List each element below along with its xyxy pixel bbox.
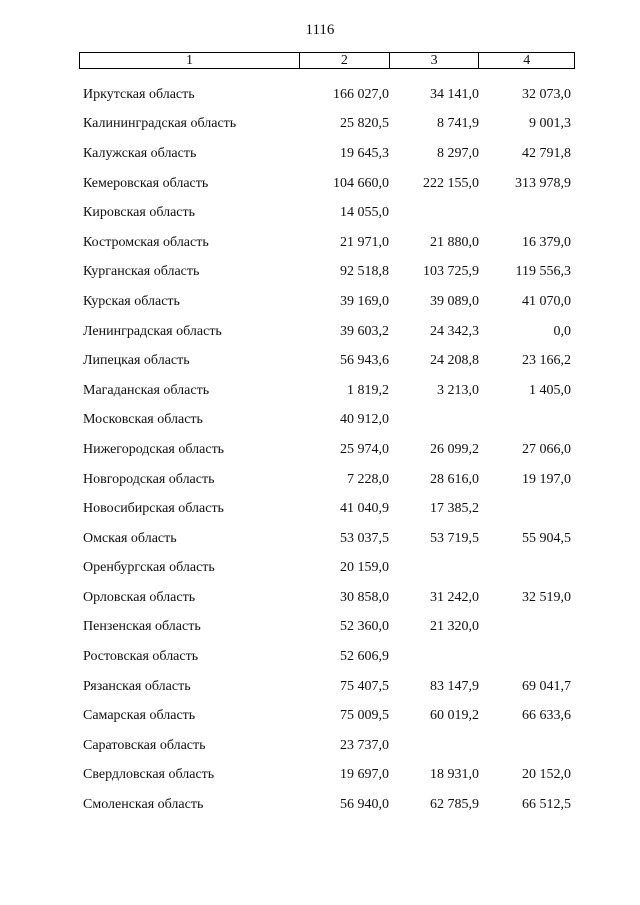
region-name: Иркутская область <box>83 86 195 102</box>
value-column-2: 25 974,0 <box>340 441 389 457</box>
page-number: 1116 <box>305 22 335 38</box>
value-column-4: 16 379,0 <box>522 234 571 250</box>
region-name: Рязанская область <box>83 678 191 694</box>
value-column-2: 25 820,5 <box>340 116 389 132</box>
table-row <box>79 376 575 406</box>
region-name: Московская область <box>83 412 203 428</box>
region-name: Липецкая область <box>83 353 190 369</box>
table-row <box>79 731 575 761</box>
value-column-2: 40 912,0 <box>340 412 389 428</box>
table-row <box>79 317 575 347</box>
value-column-2: 7 228,0 <box>347 471 389 487</box>
value-column-4: 9 001,3 <box>529 116 571 132</box>
region-name: Пензенская область <box>83 619 201 635</box>
region-name: Новосибирская область <box>83 501 224 517</box>
value-column-2: 56 940,0 <box>340 797 389 813</box>
region-name: Курганская область <box>83 264 200 280</box>
value-column-2: 21 971,0 <box>340 234 389 250</box>
region-name: Калужская область <box>83 145 197 161</box>
value-column-2: 56 943,6 <box>340 353 389 369</box>
table-row <box>79 583 575 613</box>
value-column-3: 222 155,0 <box>423 175 479 191</box>
table-row <box>79 465 575 495</box>
region-name: Магаданская область <box>83 382 210 398</box>
region-name: Калининградская область <box>83 116 237 132</box>
region-name: Ростовская область <box>83 649 199 665</box>
table-row <box>79 524 575 554</box>
value-column-2: 92 518,8 <box>340 264 389 280</box>
value-column-2: 39 169,0 <box>340 293 389 309</box>
value-column-2: 1 819,2 <box>347 382 389 398</box>
region-name: Новгородская область <box>83 471 215 487</box>
value-column-4: 313 978,9 <box>515 175 571 191</box>
value-column-3: 28 616,0 <box>430 471 479 487</box>
value-column-3: 83 147,9 <box>430 678 479 694</box>
region-name: Курская область <box>83 293 180 309</box>
column-header-4: 4 <box>478 53 574 68</box>
value-column-2: 20 159,0 <box>340 560 389 576</box>
region-name: Оренбургская область <box>83 560 215 576</box>
value-column-3: 34 141,0 <box>430 86 479 102</box>
table-row <box>79 139 575 169</box>
value-column-3: 21 320,0 <box>430 619 479 635</box>
column-header-1: 1 <box>186 53 194 68</box>
value-column-4: 69 041,7 <box>522 678 571 694</box>
value-column-3: 31 242,0 <box>430 589 479 605</box>
value-column-4: 23 166,2 <box>522 353 571 369</box>
region-name: Костромская область <box>83 234 209 250</box>
table-row <box>79 110 575 140</box>
value-column-2: 39 603,2 <box>340 323 389 339</box>
table-row <box>79 790 575 820</box>
value-column-2: 104 660,0 <box>333 175 389 191</box>
table-row <box>79 494 575 524</box>
region-name: Орловская область <box>83 589 196 605</box>
value-column-4: 42 791,8 <box>522 145 571 161</box>
value-column-4: 55 904,5 <box>522 530 571 546</box>
table-row <box>79 346 575 376</box>
value-column-3: 3 213,0 <box>437 382 479 398</box>
value-column-3: 62 785,9 <box>430 797 479 813</box>
value-column-4: 66 512,5 <box>522 797 571 813</box>
value-column-4: 19 197,0 <box>522 471 571 487</box>
table-row <box>79 228 575 258</box>
table-row <box>79 287 575 317</box>
value-column-2: 53 037,5 <box>340 530 389 546</box>
table-body <box>79 80 575 820</box>
region-name: Кировская область <box>83 205 196 221</box>
region-name: Смоленская область <box>83 797 204 813</box>
value-column-3: 8 297,0 <box>437 145 479 161</box>
value-column-3: 39 089,0 <box>430 293 479 309</box>
region-name: Омская область <box>83 530 177 546</box>
value-column-4: 1 405,0 <box>529 382 571 398</box>
value-column-4: 119 556,3 <box>515 264 571 280</box>
table-row <box>79 554 575 584</box>
value-column-2: 19 697,0 <box>340 767 389 783</box>
region-name: Ленинградская область <box>83 323 222 339</box>
value-column-3: 53 719,5 <box>430 530 479 546</box>
region-name: Самарская область <box>83 708 196 724</box>
value-column-3: 24 208,8 <box>430 353 479 369</box>
table-row <box>79 642 575 672</box>
table-row <box>79 613 575 643</box>
value-column-3: 26 099,2 <box>430 441 479 457</box>
value-column-3: 17 385,2 <box>430 501 479 517</box>
table-row <box>79 761 575 791</box>
table-row <box>79 198 575 228</box>
table-row <box>79 672 575 702</box>
value-column-2: 52 606,9 <box>340 649 389 665</box>
value-column-2: 75 009,5 <box>340 708 389 724</box>
value-column-2: 41 040,9 <box>340 501 389 517</box>
value-column-2: 75 407,5 <box>340 678 389 694</box>
value-column-4: 66 633,6 <box>522 708 571 724</box>
table-row <box>79 406 575 436</box>
table-row <box>79 258 575 288</box>
table-row <box>79 701 575 731</box>
region-name: Нижегородская область <box>83 441 225 457</box>
region-name: Саратовская область <box>83 737 206 753</box>
table-row <box>79 435 575 465</box>
value-column-3: 60 019,2 <box>430 708 479 724</box>
value-column-4: 27 066,0 <box>522 441 571 457</box>
value-column-2: 23 737,0 <box>340 737 389 753</box>
region-name: Свердловская область <box>83 767 215 783</box>
value-column-4: 41 070,0 <box>522 293 571 309</box>
table-row <box>79 80 575 110</box>
value-column-3: 24 342,3 <box>430 323 479 339</box>
value-column-3: 103 725,9 <box>423 264 479 280</box>
table-header <box>79 52 575 69</box>
value-column-3: 18 931,0 <box>430 767 479 783</box>
value-column-3: 8 741,9 <box>437 116 479 132</box>
value-column-2: 30 858,0 <box>340 589 389 605</box>
value-column-2: 19 645,3 <box>340 145 389 161</box>
value-column-4: 32 519,0 <box>522 589 571 605</box>
region-name: Кемеровская область <box>83 175 209 191</box>
value-column-4: 32 073,0 <box>522 86 571 102</box>
value-column-4: 0,0 <box>553 323 571 339</box>
column-header-2: 2 <box>299 53 389 68</box>
value-column-2: 52 360,0 <box>340 619 389 635</box>
value-column-3: 21 880,0 <box>430 234 479 250</box>
column-header-3: 3 <box>389 53 479 68</box>
value-column-2: 14 055,0 <box>340 205 389 221</box>
value-column-4: 20 152,0 <box>522 767 571 783</box>
value-column-2: 166 027,0 <box>333 86 389 102</box>
table-row <box>79 169 575 199</box>
